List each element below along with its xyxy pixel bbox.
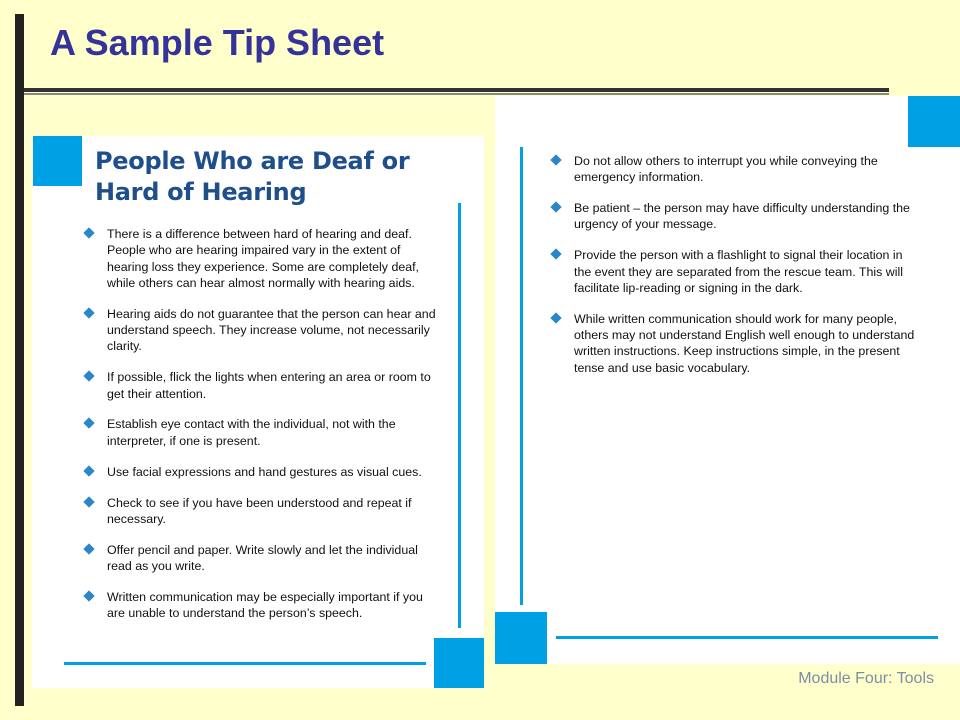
heading-line-2: Hard of Hearing — [95, 178, 307, 206]
tip-list-left — [82, 226, 442, 636]
diamond-bullet-icon — [550, 249, 561, 260]
diamond-bullet-icon — [550, 154, 561, 165]
tip-item — [82, 589, 442, 622]
left-page-horizontal-rule — [64, 662, 426, 665]
tip-text: Written communication may be especially important if you are unable to understand the person’s speech. — [107, 589, 423, 621]
tip-sheet-heading — [95, 146, 409, 208]
tip-text: Hearing aids do not guarantee that the person can hear and understand speech. They increase volume, not necessarily clarity. — [107, 306, 436, 354]
slide-title: A Sample Tip Sheet — [50, 22, 385, 63]
diamond-bullet-icon — [83, 465, 94, 476]
tip-text: Use facial expressions and hand gestures as visual cues. — [107, 464, 422, 479]
tip-item — [82, 464, 442, 480]
tip-item — [549, 200, 919, 233]
left-page-vertical-rule — [458, 203, 461, 628]
tip-text: There is a difference between hard of hearing and deaf. People who are hearing impaired vary in the extent of hearing loss they experience. Some are completely deaf, while others can hear almost normally with hearing aids. — [107, 227, 420, 290]
tip-text: Check to see if you have been understood and repeat if necessary. — [107, 495, 412, 526]
title-divider-shadow — [24, 93, 889, 95]
title-divider — [24, 88, 889, 92]
tip-item — [549, 153, 919, 186]
tip-item — [82, 306, 442, 355]
tip-item — [82, 416, 442, 449]
tip-item — [549, 311, 919, 376]
tip-text: Provide the person with a flashlight to signal their location in the event they are separated from the rescue team. This will facilitate lip-reading or signing in the dark. — [574, 248, 903, 295]
tip-text: Establish eye contact with the individual, not with the interpreter, if one is present. — [107, 417, 396, 448]
left-accent-bar — [15, 14, 24, 706]
diamond-bullet-icon — [83, 496, 94, 507]
diamond-bullet-icon — [83, 418, 94, 429]
tip-list-right — [549, 153, 919, 391]
diamond-bullet-icon — [83, 590, 94, 601]
tip-item — [549, 247, 919, 296]
module-footer: Module Four: Tools — [798, 670, 934, 687]
tip-item — [82, 542, 442, 575]
tip-item — [82, 495, 442, 528]
tip-text: While written communication should work for many people, others may not understand English well enough to understand written instructions. Keep instructions simple, in the present tense and use basic vocabulary. — [574, 311, 915, 375]
diamond-bullet-icon — [550, 312, 561, 323]
right-page-horizontal-rule — [556, 636, 938, 639]
decorative-blue-square-bottom-left — [434, 638, 484, 688]
diamond-bullet-icon — [83, 543, 94, 554]
diamond-bullet-icon — [83, 227, 94, 238]
diamond-bullet-icon — [83, 307, 94, 318]
tip-text: If possible, flick the lights when entering an area or room to get their attention. — [107, 370, 431, 401]
tip-text: Offer pencil and paper. Write slowly and let the individual read as you write. — [107, 542, 418, 574]
diamond-bullet-icon — [550, 202, 561, 213]
decorative-blue-square-bottom-right — [495, 612, 547, 664]
tip-text: Be patient – the person may have difficulty understanding the urgency of your message. — [574, 201, 910, 232]
tip-item — [82, 369, 442, 402]
decorative-blue-square-top-left — [33, 136, 82, 186]
tip-text: Do not allow others to interrupt you while conveying the emergency information. — [574, 154, 878, 185]
decorative-blue-square-top-right — [908, 96, 960, 147]
tip-item — [82, 226, 442, 291]
diamond-bullet-icon — [83, 371, 94, 382]
right-page-vertical-rule — [520, 147, 523, 605]
heading-line-1: People Who are Deaf or — [95, 147, 410, 175]
